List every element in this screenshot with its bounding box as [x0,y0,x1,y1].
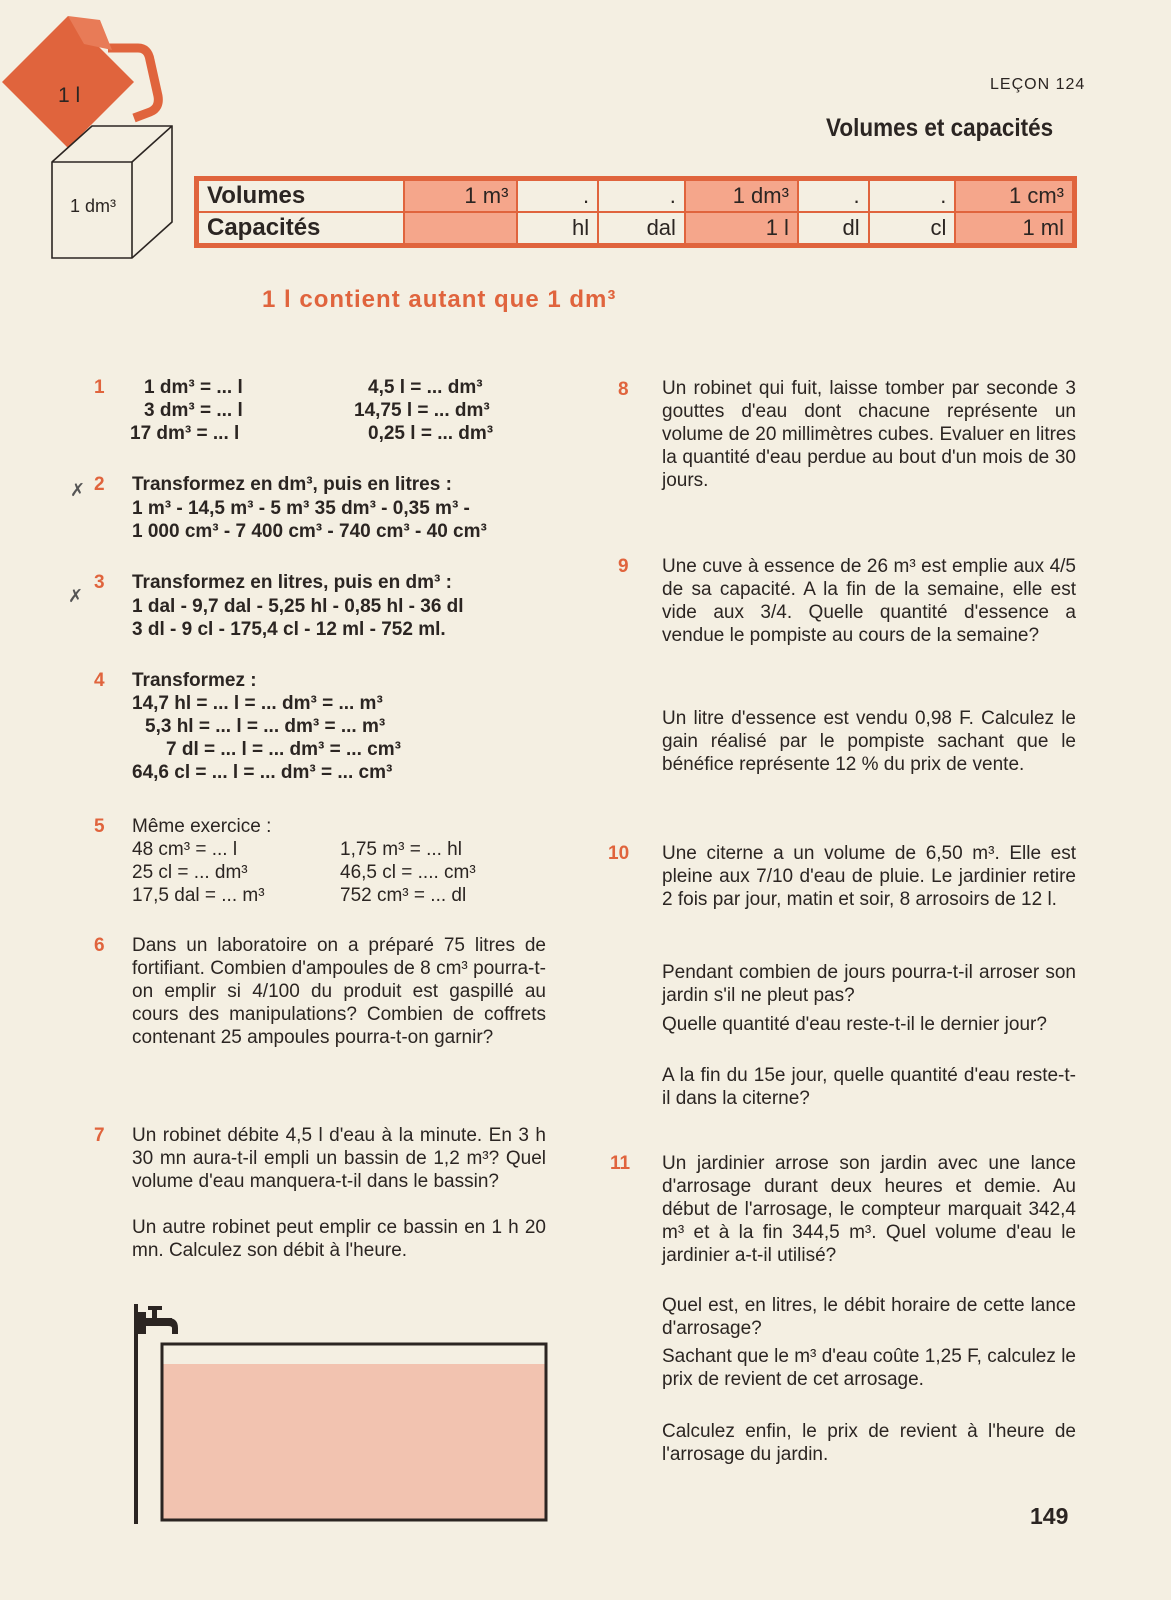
table-cell: . [869,179,956,213]
exercise-number: 10 [608,843,630,864]
jug-and-cube-illustration [0,0,200,270]
pencil-mark-icon: ✗ [68,586,84,606]
wall-line [134,1304,138,1524]
table-cell: . [517,179,598,213]
equation: 4,5 l = ... dm³ [368,377,483,398]
exercise-11-question: Calculez enfin, le prix de revient à l'heure de l'arrosage du jardin. [662,1421,1076,1465]
exercise-2-line: 1 m³ - 14,5 m³ - 5 m³ 35 dm³ - 0,35 m³ - [132,498,470,519]
table-cell: dl [798,212,869,246]
exercise-11-text: Un jardinier arrose son jardin avec une lance d'arrosage durant deux heures et demie. Au début de l'arrosage, le compteur marquait 342,4 m³ et à la fin 344,5 m³. Quel volume d'eau le jardinier a-t-il utilisé? [662,1153,1076,1266]
table-cell: cl [869,212,956,246]
equation: 5,3 hl = ... l = ... dm³ = ... m³ [145,716,386,737]
table-cell: 1 ml [955,212,1074,246]
exercise-3-line: 1 dal - 9,7 dal - 5,25 hl - 0,85 hl - 36 dl [132,596,464,617]
table-cell: 1 l [685,212,798,246]
exercise-7-text: Un robinet débite 4,5 l d'eau à la minute. En 3 h 30 mn aura-t-il empli un bassin de 1,2 m³? Quel volume d'eau manquera-t-il dans le bassin? [132,1125,546,1192]
principle-statement: 1 l contient autant que 1 dm³ [262,286,617,313]
exercise-number: 6 [94,935,105,956]
exercise-number: 11 [610,1153,631,1174]
exercise-2-instruction: Transformez en dm³, puis en litres : [132,474,452,495]
equation: 25 cl = ... dm³ [132,862,248,883]
exercise-number: 2 [94,474,105,495]
equation: 64,6 cl = ... l = ... dm³ = ... cm³ [132,762,393,783]
exercise-number: 7 [94,1125,105,1146]
exercise-4-title: Transformez : [132,670,257,691]
table-cell [404,212,517,246]
table-row-volumes [197,179,1075,213]
jug-label: 1 l [58,84,81,107]
row-label: Volumes [197,179,405,213]
exercise-number: 8 [618,379,629,400]
exercise-11-question: Quel est, en litres, le débit horaire de cette lance d'arrosage? [662,1295,1076,1339]
exercise-number: 1 [94,377,105,398]
table-cell: 1 cm³ [955,179,1074,213]
table-cell: 1 dm³ [685,179,798,213]
page-number: 149 [1030,1503,1069,1529]
exercise-10-question: Quelle quantité d'eau reste-t-il le dernier jour? [662,1014,1047,1035]
exercise-5-title: Même exercice : [132,816,272,837]
exercise-6-text: Dans un laboratoire on a préparé 75 litres de fortifiant. Combien d'ampoules de 8 cm³ pourra-t-on emplir si 4/100 du produit est gaspillé au cours des manipulations? Combien de coffrets contenant 25 ampoules pourra-t-on garnir? [132,935,546,1048]
lesson-number: LEÇON 124 [990,76,1086,93]
equation: 3 dm³ = ... l [144,400,243,421]
equation: 1,75 m³ = ... hl [340,839,462,860]
equation: 7 dl = ... l = ... dm³ = ... cm³ [166,739,401,760]
exercise-3-instruction: Transformez en litres, puis en dm³ : [132,572,452,593]
table-cell: . [798,179,869,213]
table-cell: dal [598,212,685,246]
cube-icon [52,126,172,258]
cube-label: 1 dm³ [70,196,117,216]
faucet-icon [138,1306,178,1334]
equation: 14,7 hl = ... l = ... dm³ = ... m³ [132,693,383,714]
equation: 46,5 cl = .... cm³ [340,862,476,883]
exercise-9-text: Un litre d'essence est vendu 0,98 F. Calculez le gain réalisé par le pompiste sachant que le bénéfice représente 12 % du prix de vente. [662,708,1076,775]
exercise-3-line: 3 dl - 9 cl - 175,4 cl - 12 ml - 752 ml. [132,619,446,640]
exercise-5 [132,838,476,907]
exercise-7-text: Un autre robinet peut emplir ce bassin en 1 h 20 mn. Calculez son débit à l'heure. [132,1217,546,1261]
table-cell: . [598,179,685,213]
exercise-2-line: 1 000 cm³ - 7 400 cm³ - 740 cm³ - 40 cm³ [132,521,487,542]
page-title: Volumes et capacités [826,114,1054,142]
table-cell: hl [517,212,598,246]
pencil-mark-icon: ✗ [70,480,86,500]
exercise-10-question: A la fin du 15e jour, quelle quantité d'eau reste-t-il dans la citerne? [662,1065,1076,1109]
equation: 17,5 dal = ... m³ [132,885,265,906]
exercise-11-question: Sachant que le m³ d'eau coûte 1,25 F, calculez le prix de revient de cet arrosage. [662,1346,1076,1390]
row-label: Capacités [197,212,405,246]
exercise-number: 9 [618,556,629,577]
equation: 48 cm³ = ... l [132,839,238,860]
exercise-9-text: Une cuve à essence de 26 m³ est emplie aux 4/5 de sa capacité. A la fin de la semaine, elle est vide aux 3/4. Quelle quantité d'essence a vendue le pompiste au cours de la semaine? [662,556,1076,646]
equation: 17 dm³ = ... l [130,423,240,444]
exercise-8-text: Un robinet qui fuit, laisse tomber par seconde 3 gouttes d'eau dont chacune représente un volume de 20 millimètres cubes. Evaluer en litres la quantité d'eau perdue au bout d'un mois de 30 jours. [662,378,1076,491]
equation: 14,75 l = ... dm³ [354,400,490,421]
exercise-number: 3 [94,572,105,593]
exercise-10-question: Pendant combien de jours pourra-t-il arroser son jardin s'il ne pleut pas? [662,962,1076,1006]
equation: 752 cm³ = ... dl [340,885,467,906]
conversion-table [194,176,1077,248]
faucet-and-basin-illustration [134,1304,554,1524]
basin-water [164,1364,545,1519]
equation: 1 dm³ = ... l [144,377,243,398]
table-cell: 1 m³ [404,179,517,213]
exercise-10-text: Une citerne a un volume de 6,50 m³. Elle est pleine aux 7/10 d'eau de pluie. Le jardinier retire 2 fois par jour, matin et soir, 8 arrosoirs de 12 l. [662,843,1076,910]
table-row-capacites [197,212,1075,246]
exercise-number: 4 [94,670,105,691]
equation: 0,25 l = ... dm³ [368,423,494,444]
exercise-1 [130,376,493,445]
exercise-number: 5 [94,816,105,837]
